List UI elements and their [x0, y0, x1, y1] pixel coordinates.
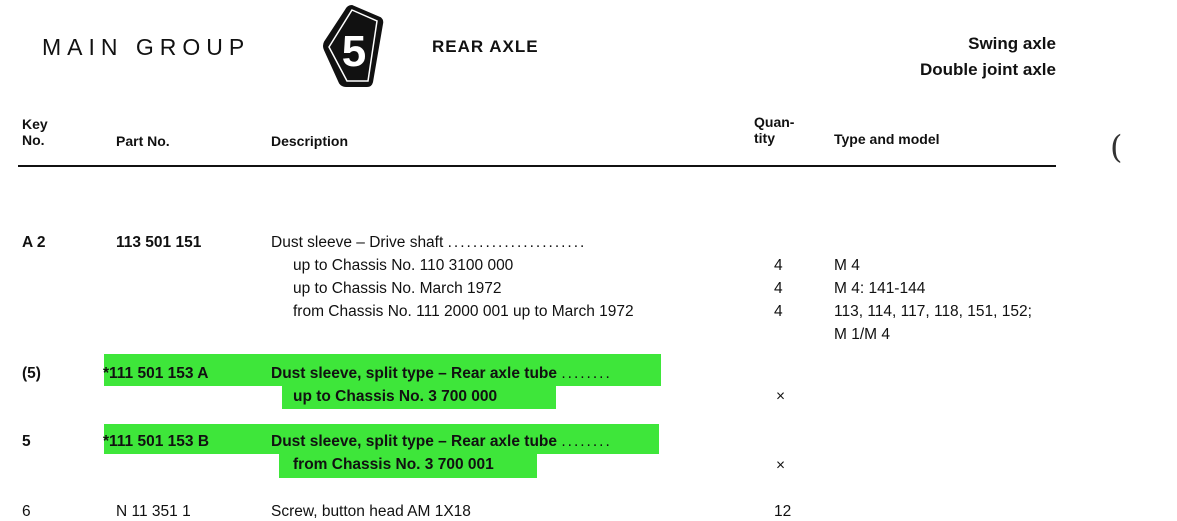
main-group-label: MAIN GROUP [42, 34, 251, 60]
row3-key: 5 [22, 433, 31, 450]
row2-qty: × [776, 388, 786, 405]
row4-qty: 12 [774, 503, 792, 520]
row1-line1: up to Chassis No. 110 3100 000 [293, 257, 514, 274]
row4-key: 6 [22, 503, 31, 520]
row1-qty2: 4 [774, 280, 783, 297]
col-type-model: Type and model [834, 131, 940, 147]
row2-part-no: *111 501 153 A [103, 365, 209, 382]
row1-key: A 2 [22, 234, 46, 251]
row1-line2: up to Chassis No. March 1972 [293, 280, 502, 297]
row1-line3: from Chassis No. 111 2000 001 up to March 1972 [293, 303, 634, 320]
margin-mark: ( [1110, 128, 1123, 166]
row2-description: Dust sleeve, split type – Rear axle tube ........ [271, 365, 612, 382]
section-title: REAR AXLE [432, 37, 539, 56]
col-key-no: Key No. [22, 116, 48, 148]
row1-qty3: 4 [774, 303, 783, 320]
group-number: 5 [341, 27, 367, 76]
row4-part-no: N 11 351 1 [116, 503, 191, 520]
row3-qty: × [776, 457, 786, 474]
row3-line1: from Chassis No. 3 700 001 [293, 456, 494, 473]
row1-model1: M 4 [834, 257, 860, 274]
row4-description: Screw, button head AM 1X18 [271, 503, 471, 520]
col-quantity: Quan- tity [754, 114, 795, 146]
header-rule [18, 165, 1056, 167]
row2-line1: up to Chassis No. 3 700 000 [293, 388, 498, 405]
row1-qty1: 4 [774, 257, 783, 274]
row3-description: Dust sleeve, split type – Rear axle tube ........ [271, 433, 612, 450]
row2-key: (5) [22, 365, 41, 382]
col-description: Description [271, 133, 349, 149]
axle-type-1: Swing axle [968, 34, 1056, 53]
col-part-no: Part No. [116, 133, 170, 149]
row1-model3: 113, 114, 117, 118, 151, 152; [834, 303, 1032, 320]
row3-part-no: *111 501 153 B [103, 433, 210, 450]
row1-description: Dust sleeve – Drive shaft ...................... [271, 234, 587, 251]
group-number-badge [322, 4, 384, 88]
row1-part-no: 113 501 151 [116, 234, 202, 251]
axle-type-2: Double joint axle [919, 60, 1056, 79]
row1-model2: M 4: 141-144 [834, 280, 926, 297]
row1-model4: M 1/M 4 [834, 326, 890, 343]
